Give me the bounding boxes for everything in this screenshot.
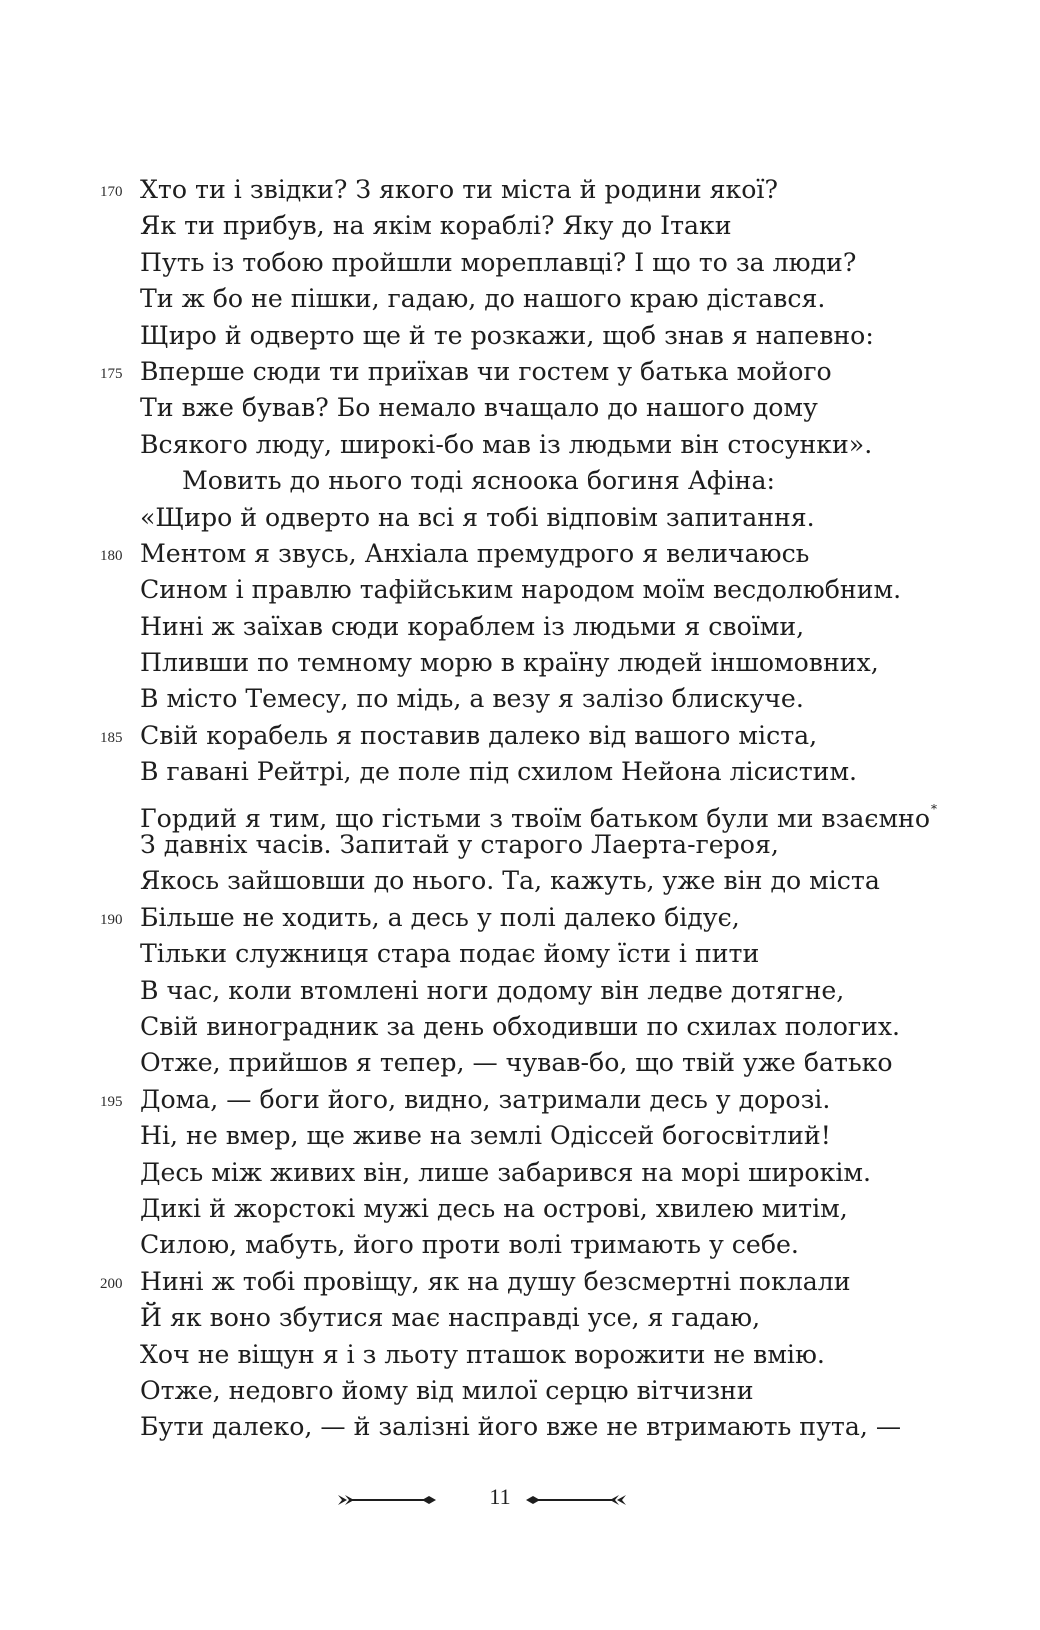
verse-line <box>0 1191 1040 1227</box>
line-number: 195 <box>100 1093 123 1110</box>
verse-text: В місто Темесу, по мідь, а везу я залізо блискуче. <box>140 684 804 714</box>
verse-line <box>0 500 1040 536</box>
verse-line <box>0 208 1040 244</box>
verse-text: Сином і правлю тафійським народом моїм весдолюбним. <box>140 575 902 605</box>
verse-text: Більше не ходить, а десь у полі далеко бідує, <box>140 902 740 932</box>
verse-text: «Щиро й одверто на всі я тобі відповім запитання. <box>140 502 815 532</box>
verse-text: Хоч не віщун я і з льоту пташок ворожити не вмію. <box>140 1339 825 1369</box>
verse-text: Гордий я тим, що гістьми з твоїм батьком були ми взаємно <box>140 803 931 833</box>
verse-line <box>0 754 1040 790</box>
right-arrow-ornament <box>526 1490 626 1510</box>
verse-line <box>0 900 1040 936</box>
verse-line <box>0 1045 1040 1081</box>
verse-line <box>0 318 1040 354</box>
verse-line <box>0 791 1040 833</box>
verse-text: Тільки служниця стара подає йому їсти і пити <box>140 939 760 969</box>
page-footer <box>0 1482 1040 1522</box>
verse-line <box>0 1337 1040 1373</box>
verse-text: Якось зайшовши до нього. Та, кажуть, уже він до міста <box>140 866 880 896</box>
line-number: 180 <box>100 547 123 564</box>
verse-line <box>0 1082 1040 1118</box>
line-number: 170 <box>100 184 123 200</box>
verse-text: Вперше сюди ти приїхав чи гостем у батька мойого <box>140 356 832 386</box>
verse-line <box>0 463 1040 499</box>
verse-line <box>0 572 1040 608</box>
verse-line <box>0 609 1040 645</box>
verse-line <box>0 427 1040 463</box>
verse-text: Нині ж заїхав сюди кораблем із людьми я своїми, <box>140 611 805 641</box>
verse-text: Путь із тобою пройшли мореплавці? І що то за люди? <box>140 247 857 277</box>
verse-line <box>0 1409 1040 1445</box>
line-number: 200 <box>100 1275 123 1292</box>
verse-line <box>0 1009 1040 1045</box>
verse-line <box>0 973 1040 1009</box>
verse-text: В гавані Рейтрі, де поле під схилом Нейона лісистим. <box>140 757 858 787</box>
verse-line <box>0 718 1040 754</box>
poem-text <box>0 172 1040 1446</box>
verse-text: Силою, мабуть, його проти волі тримають у себе. <box>140 1230 799 1260</box>
verse-text: Хто ти і звідки? З якого ти міста й родини якої? <box>140 175 778 204</box>
verse-text: Бути далеко, — й залізні його вже не втримають пута, — <box>140 1412 902 1442</box>
verse-text: Отже, прийшов я тепер, — чував-бо, що твій уже батько <box>140 1048 893 1078</box>
verse-line <box>0 681 1040 717</box>
verse-line <box>0 863 1040 899</box>
verse-line <box>0 354 1040 390</box>
verse-text: Свій виноградник за день обходивши по схилах пологих. <box>140 1011 901 1041</box>
verse-line <box>0 390 1040 426</box>
footnote-marker: * <box>931 801 938 816</box>
verse-line <box>0 1300 1040 1336</box>
verse-line <box>0 245 1040 281</box>
verse-line <box>0 172 1040 208</box>
verse-text: Ні, не вмер, ще живе на землі Одіссей богосвітлий! <box>140 1121 831 1151</box>
verse-text: Отже, недовго йому від милої серцю вітчизни <box>140 1375 754 1405</box>
verse-text: В час, коли втомлені ноги додому він ледве дотягне, <box>140 975 845 1005</box>
verse-text: Як ти прибув, на якім кораблі? Яку до Ітаки <box>140 211 732 241</box>
verse-line <box>0 1227 1040 1263</box>
verse-text: Нині ж тобі провіщу, як на душу безсмертні поклали <box>140 1266 851 1296</box>
page-number: 11 <box>489 1484 511 1509</box>
verse-text: Ментом я звусь, Анхіала премудрого я величаюсь <box>140 538 810 568</box>
verse-text: Десь між живих він, лише забарився на морі широкім. <box>140 1157 871 1187</box>
verse-text: Свій корабель я поставив далеко від вашого міста, <box>140 720 818 750</box>
verse-line <box>0 281 1040 317</box>
verse-text: Дикі й жорстокі мужі десь на острові, хвилею митім, <box>140 1193 848 1223</box>
verse-line <box>0 1373 1040 1409</box>
line-number: 185 <box>100 729 123 746</box>
verse-line <box>0 827 1040 863</box>
verse-text: З давніх часів. Запитай у старого Лаерта-героя, <box>140 830 779 860</box>
line-number: 175 <box>100 365 123 382</box>
verse-line <box>0 936 1040 972</box>
verse-line <box>0 645 1040 681</box>
verse-line <box>0 536 1040 572</box>
verse-line <box>0 1118 1040 1154</box>
verse-text: Ти ж бо не пішки, гадаю, до нашого краю дістався. <box>140 284 826 314</box>
verse-text: Дома, — боги його, видно, затримали десь у дорозі. <box>140 1084 831 1114</box>
line-number: 190 <box>100 911 123 928</box>
verse-line <box>0 1264 1040 1300</box>
verse-text: Мовить до нього тоді ясноока богиня Афіна: <box>182 466 775 496</box>
verse-text: Щиро й одверто ще й те розкажи, щоб знав я напевно: <box>140 320 874 350</box>
verse-text: Пливши по темному морю в країну людей іншомовних, <box>140 648 879 678</box>
verse-text: Ти вже бував? Бо немало вчащало до нашого дому <box>140 393 818 423</box>
verse-text: Всякого люду, широкі-бо мав із людьми він стосунки». <box>140 429 873 459</box>
verse-line <box>0 1155 1040 1191</box>
left-arrow-ornament <box>338 1490 436 1510</box>
verse-text: Й як воно збутися має насправді усе, я гадаю, <box>140 1303 761 1333</box>
